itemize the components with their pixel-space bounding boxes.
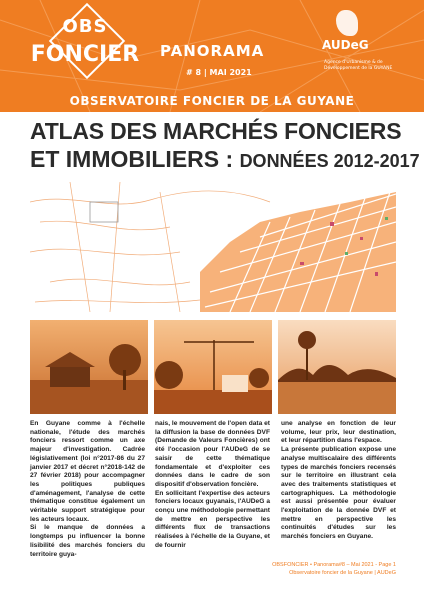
issue-number: # 8 | MAI 2021: [186, 68, 252, 77]
observatory-name: OBSERVATOIRE FONCIER DE LA GUYANE: [69, 94, 355, 108]
main-title-line2: ET IMMOBILIERS : DONNÉES 2012-2017: [30, 146, 420, 172]
photo-vacant-land: [278, 320, 396, 414]
text-column-1: En Guyane comme à l'échelle nationale, l'étude des marchés fonciers ressort comme un axe majeur d'investigation. Cadrée législativement (loi n°2017-86 du 27 janvier 2017 et décret n°2018-142 de 27 février 2018) pour accompagner les politiques publiques d'aménagement, l'analyse de cette thématique constitue également un véritable support stratégique pour les acteurs locaux. Si le manque de données a longtemps pu influencer la bonne lisibilité des marchés fonciers du territoire guya-: [30, 420, 145, 558]
obs-foncier-logo: OBS FONCIER: [30, 6, 140, 86]
photo-construction-crane: [154, 320, 272, 414]
agency-subtitle: Agence d'Urbanisme & de Développement de la GUYANE: [324, 60, 393, 71]
agency-logo-text: AUDeG: [322, 38, 369, 52]
text-column-2: nais, le mouvement de l'open data et la diffusion la base de données DVF (Demande de Valeurs Foncières) ont été l'occasion pour l'AUDeG de se saisir de cette thématique fondamentale et d'exploiter ces données dans le cadre de son dispositif d'observation foncière. En sollicitant l'expertise des acteurs fonciers locaux guyanais, l'AUDeG a conçu une méthodologie permettant de mettre en perspective les différents flux de transactions réalisées à l'échelle de la Guyane, et de fournir: [155, 420, 270, 549]
photo-rural-house: [30, 320, 148, 414]
main-title-line1: ATLAS DES MARCHÉS FONCIERS: [30, 118, 402, 144]
page-footer: OBSFONCIER • Panorama#8 – Mai 2021 - Page 1 Observatoire foncier de la Guyane | AUDeG: [272, 562, 396, 576]
text-column-3: une analyse en fonction de leur volume, leur prix, leur destination, et leur répartition dans l'espace. La présente publication expose une analyse multiscalaire des différents types de marchés fonciers recensés sur le territoire en illustrant cela avec des traitements statistiques et cartographiques. La méthodologie est aussi présentée pour évaluer l'exploitation de la donnée DVF et mettre en perspective les continuités d'études sur les marchés fonciers en Guyane.: [281, 420, 396, 541]
header-banner: [0, 0, 424, 112]
city-map-illustration: [30, 182, 396, 312]
series-title: PANORAMA: [160, 42, 265, 60]
photo-strip: [30, 320, 396, 414]
